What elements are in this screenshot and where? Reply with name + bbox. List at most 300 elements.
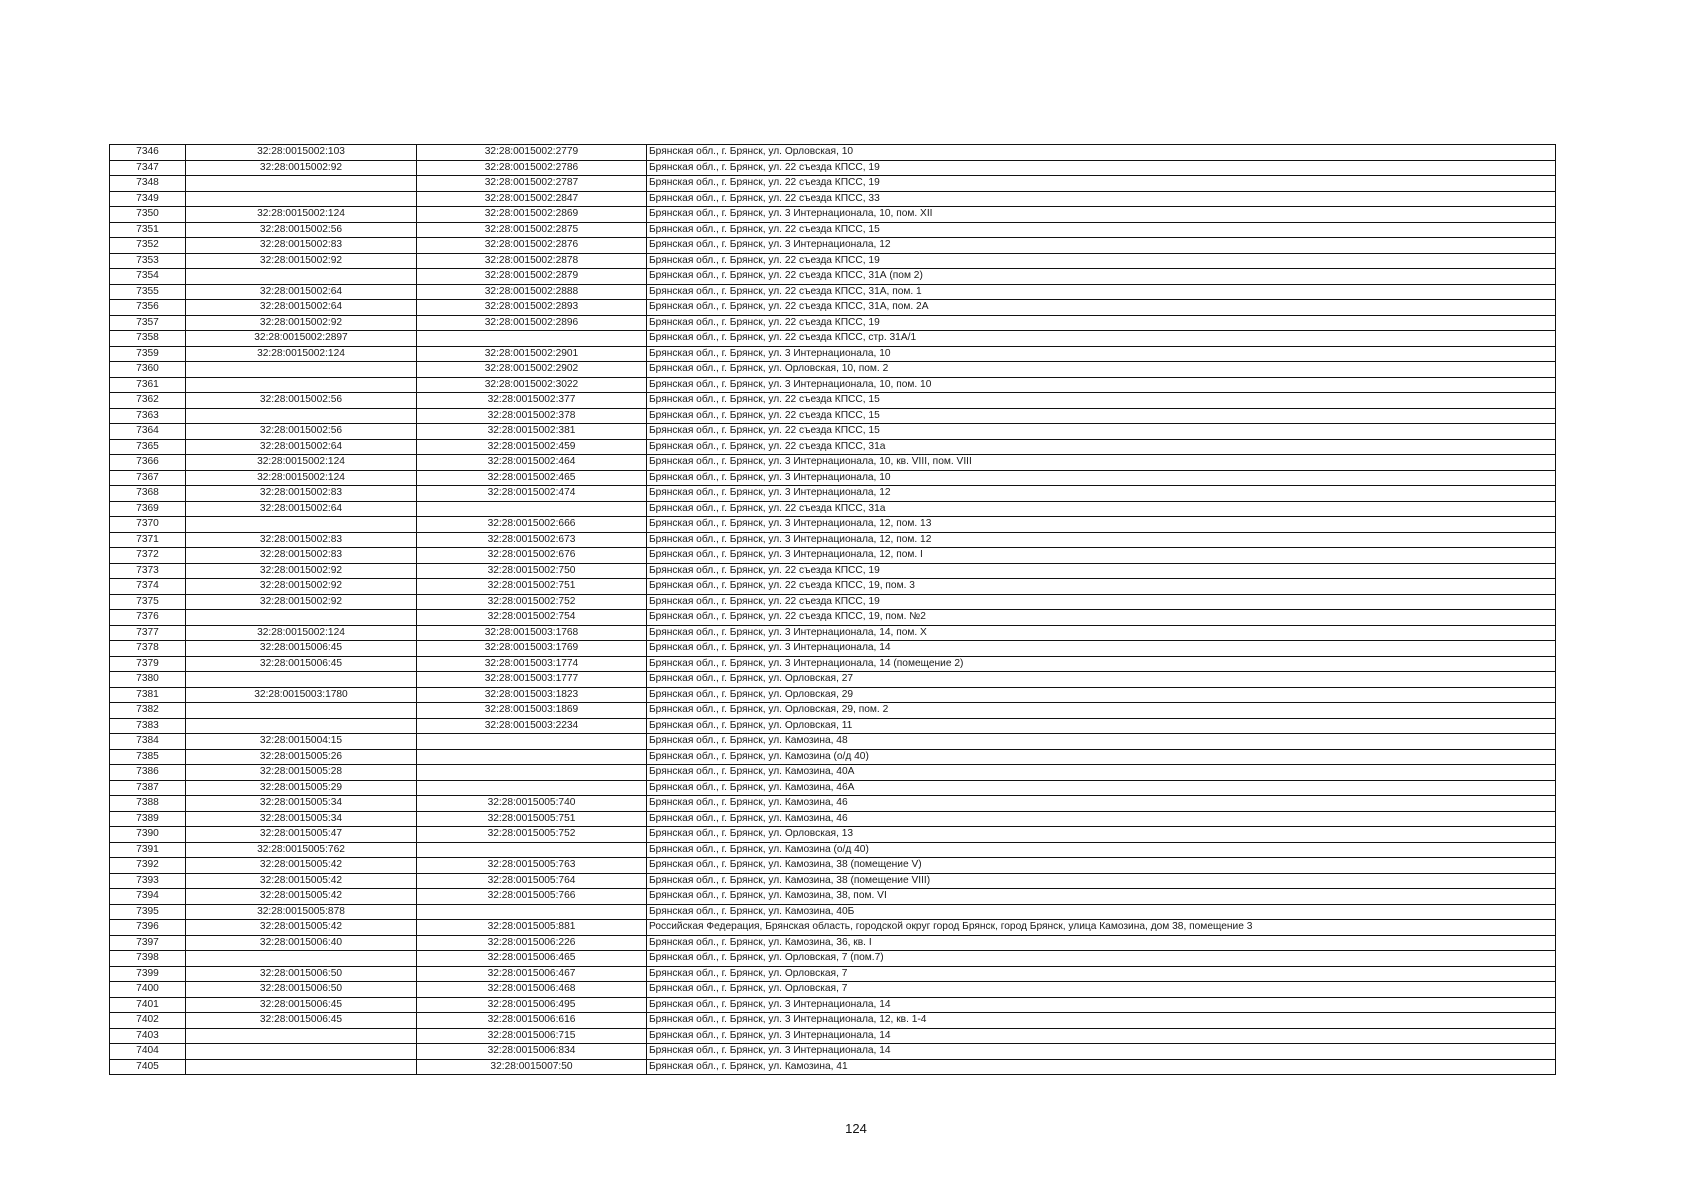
parcel-cadastral-number-cell: 32:28:0015006:45 bbox=[186, 1013, 417, 1029]
address-cell: Брянская обл., г. Брянск, ул. Камозина, 38 (помещение VIII) bbox=[647, 873, 1556, 889]
address-cell: Брянская обл., г. Брянск, ул. 3 Интернационала, 12, пом. I bbox=[647, 548, 1556, 564]
row-number-cell: 7399 bbox=[110, 966, 186, 982]
row-number-cell: 7355 bbox=[110, 284, 186, 300]
row-number-cell: 7380 bbox=[110, 672, 186, 688]
parcel-cadastral-number-cell: 32:28:0015005:878 bbox=[186, 904, 417, 920]
address-cell: Брянская обл., г. Брянск, ул. Камозина, 38, пом. VI bbox=[647, 889, 1556, 905]
parcel-cadastral-number-cell: 32:28:0015005:42 bbox=[186, 858, 417, 874]
table-row bbox=[110, 176, 1556, 192]
table-row bbox=[110, 160, 1556, 176]
row-number-cell: 7392 bbox=[110, 858, 186, 874]
address-cell: Брянская обл., г. Брянск, ул. 22 съезда КПСС, 15 bbox=[647, 393, 1556, 409]
table-row bbox=[110, 563, 1556, 579]
row-number-cell: 7351 bbox=[110, 222, 186, 238]
row-number-cell: 7359 bbox=[110, 346, 186, 362]
row-number-cell: 7349 bbox=[110, 191, 186, 207]
address-cell: Брянская обл., г. Брянск, ул. 22 съезда КПСС, 31А, пом. 2А bbox=[647, 300, 1556, 316]
table-row bbox=[110, 935, 1556, 951]
object-cadastral-number-cell: 32:28:0015006:616 bbox=[417, 1013, 647, 1029]
address-cell: Брянская обл., г. Брянск, ул. 3 Интернационала, 14 bbox=[647, 997, 1556, 1013]
object-cadastral-number-cell bbox=[417, 904, 647, 920]
table-row bbox=[110, 873, 1556, 889]
object-cadastral-number-cell: 32:28:0015002:2878 bbox=[417, 253, 647, 269]
parcel-cadastral-number-cell: 32:28:0015005:34 bbox=[186, 811, 417, 827]
object-cadastral-number-cell: 32:28:0015005:881 bbox=[417, 920, 647, 936]
object-cadastral-number-cell: 32:28:0015002:2786 bbox=[417, 160, 647, 176]
address-cell: Брянская обл., г. Брянск, ул. 3 Интернационала, 14 bbox=[647, 1044, 1556, 1060]
parcel-cadastral-number-cell: 32:28:0015006:45 bbox=[186, 656, 417, 672]
object-cadastral-number-cell: 32:28:0015003:1769 bbox=[417, 641, 647, 657]
object-cadastral-number-cell: 32:28:0015003:1823 bbox=[417, 687, 647, 703]
address-cell: Российская Федерация, Брянская область, городской округ город Брянск, город Брянск, улица Камозина, дом 38, помещение 3 bbox=[647, 920, 1556, 936]
address-cell: Брянская обл., г. Брянск, ул. Камозина, 46 bbox=[647, 796, 1556, 812]
address-cell: Брянская обл., г. Брянск, ул. 3 Интернационала, 10 bbox=[647, 346, 1556, 362]
object-cadastral-number-cell: 32:28:0015002:2847 bbox=[417, 191, 647, 207]
object-cadastral-number-cell: 32:28:0015002:3022 bbox=[417, 377, 647, 393]
address-cell: Брянская обл., г. Брянск, ул. Орловская, 7 (пом.7) bbox=[647, 951, 1556, 967]
table-row bbox=[110, 1059, 1556, 1075]
parcel-cadastral-number-cell: 32:28:0015002:2897 bbox=[186, 331, 417, 347]
table-row bbox=[110, 842, 1556, 858]
parcel-cadastral-number-cell: 32:28:0015006:45 bbox=[186, 641, 417, 657]
object-cadastral-number-cell: 32:28:0015002:2893 bbox=[417, 300, 647, 316]
table-row bbox=[110, 765, 1556, 781]
address-cell: Брянская обл., г. Брянск, ул. 3 Интернационала, 14 bbox=[647, 1028, 1556, 1044]
table-row bbox=[110, 718, 1556, 734]
table-row bbox=[110, 393, 1556, 409]
parcel-cadastral-number-cell: 32:28:0015002:83 bbox=[186, 532, 417, 548]
parcel-cadastral-number-cell bbox=[186, 269, 417, 285]
table-row bbox=[110, 672, 1556, 688]
address-cell: Брянская обл., г. Брянск, ул. 22 съезда КПСС, 19 bbox=[647, 563, 1556, 579]
row-number-cell: 7390 bbox=[110, 827, 186, 843]
row-number-cell: 7361 bbox=[110, 377, 186, 393]
object-cadastral-number-cell: 32:28:0015005:751 bbox=[417, 811, 647, 827]
address-cell: Брянская обл., г. Брянск, ул. Орловская, 27 bbox=[647, 672, 1556, 688]
object-cadastral-number-cell: 32:28:0015002:2875 bbox=[417, 222, 647, 238]
address-cell: Брянская обл., г. Брянск, ул. Камозина, 41 bbox=[647, 1059, 1556, 1075]
object-cadastral-number-cell: 32:28:0015003:1768 bbox=[417, 625, 647, 641]
table-row bbox=[110, 439, 1556, 455]
row-number-cell: 7350 bbox=[110, 207, 186, 223]
address-cell: Брянская обл., г. Брянск, ул. Камозина, 46А bbox=[647, 780, 1556, 796]
object-cadastral-number-cell bbox=[417, 734, 647, 750]
object-cadastral-number-cell: 32:28:0015002:666 bbox=[417, 517, 647, 533]
address-cell: Брянская обл., г. Брянск, ул. 3 Интернационала, 10, кв. VIII, пом. VIII bbox=[647, 455, 1556, 471]
row-number-cell: 7382 bbox=[110, 703, 186, 719]
table-row bbox=[110, 889, 1556, 905]
object-cadastral-number-cell: 32:28:0015002:474 bbox=[417, 486, 647, 502]
parcel-cadastral-number-cell: 32:28:0015002:124 bbox=[186, 207, 417, 223]
parcel-cadastral-number-cell: 32:28:0015002:56 bbox=[186, 393, 417, 409]
parcel-cadastral-number-cell bbox=[186, 672, 417, 688]
parcel-cadastral-number-cell: 32:28:0015002:92 bbox=[186, 160, 417, 176]
object-cadastral-number-cell: 32:28:0015002:378 bbox=[417, 408, 647, 424]
object-cadastral-number-cell: 32:28:0015002:381 bbox=[417, 424, 647, 440]
table-row bbox=[110, 408, 1556, 424]
address-cell: Брянская обл., г. Брянск, ул. 22 съезда КПСС, 15 bbox=[647, 408, 1556, 424]
table-row bbox=[110, 486, 1556, 502]
parcel-cadastral-number-cell: 32:28:0015005:42 bbox=[186, 889, 417, 905]
table-row bbox=[110, 703, 1556, 719]
object-cadastral-number-cell: 32:28:0015002:676 bbox=[417, 548, 647, 564]
parcel-cadastral-number-cell: 32:28:0015002:92 bbox=[186, 253, 417, 269]
row-number-cell: 7354 bbox=[110, 269, 186, 285]
parcel-cadastral-number-cell: 32:28:0015005:28 bbox=[186, 765, 417, 781]
parcel-cadastral-number-cell: 32:28:0015002:103 bbox=[186, 145, 417, 161]
table-row bbox=[110, 687, 1556, 703]
object-cadastral-number-cell: 32:28:0015003:1777 bbox=[417, 672, 647, 688]
object-cadastral-number-cell: 32:28:0015005:766 bbox=[417, 889, 647, 905]
object-cadastral-number-cell bbox=[417, 331, 647, 347]
object-cadastral-number-cell: 32:28:0015002:751 bbox=[417, 579, 647, 595]
address-cell: Брянская обл., г. Брянск, ул. 3 Интернационала, 12, пом. 12 bbox=[647, 532, 1556, 548]
address-cell: Брянская обл., г. Брянск, ул. 22 съезда КПСС, 15 bbox=[647, 424, 1556, 440]
row-number-cell: 7364 bbox=[110, 424, 186, 440]
parcel-cadastral-number-cell: 32:28:0015002:83 bbox=[186, 548, 417, 564]
row-number-cell: 7362 bbox=[110, 393, 186, 409]
parcel-cadastral-number-cell: 32:28:0015002:83 bbox=[186, 238, 417, 254]
address-cell: Брянская обл., г. Брянск, ул. Камозина (о/д 40) bbox=[647, 749, 1556, 765]
object-cadastral-number-cell: 32:28:0015002:464 bbox=[417, 455, 647, 471]
parcel-cadastral-number-cell bbox=[186, 718, 417, 734]
object-cadastral-number-cell: 32:28:0015006:715 bbox=[417, 1028, 647, 1044]
object-cadastral-number-cell: 32:28:0015006:834 bbox=[417, 1044, 647, 1060]
table-row bbox=[110, 377, 1556, 393]
parcel-cadastral-number-cell bbox=[186, 176, 417, 192]
row-number-cell: 7396 bbox=[110, 920, 186, 936]
cadastral-table bbox=[109, 144, 1556, 1075]
row-number-cell: 7395 bbox=[110, 904, 186, 920]
parcel-cadastral-number-cell: 32:28:0015002:64 bbox=[186, 439, 417, 455]
table-row bbox=[110, 346, 1556, 362]
address-cell: Брянская обл., г. Брянск, ул. Камозина, 46 bbox=[647, 811, 1556, 827]
table-row bbox=[110, 594, 1556, 610]
address-cell: Брянская обл., г. Брянск, ул. 3 Интернационала, 12 bbox=[647, 238, 1556, 254]
parcel-cadastral-number-cell: 32:28:0015002:56 bbox=[186, 222, 417, 238]
row-number-cell: 7347 bbox=[110, 160, 186, 176]
object-cadastral-number-cell: 32:28:0015002:2901 bbox=[417, 346, 647, 362]
address-cell: Брянская обл., г. Брянск, ул. Орловская, 29, пом. 2 bbox=[647, 703, 1556, 719]
table-row bbox=[110, 253, 1556, 269]
row-number-cell: 7353 bbox=[110, 253, 186, 269]
address-cell: Брянская обл., г. Брянск, ул. 22 съезда КПСС, 19, пом. №2 bbox=[647, 610, 1556, 626]
row-number-cell: 7404 bbox=[110, 1044, 186, 1060]
table-row bbox=[110, 362, 1556, 378]
address-cell: Брянская обл., г. Брянск, ул. 3 Интернационала, 14, пом. X bbox=[647, 625, 1556, 641]
object-cadastral-number-cell: 32:28:0015003:1869 bbox=[417, 703, 647, 719]
table-row bbox=[110, 641, 1556, 657]
object-cadastral-number-cell: 32:28:0015006:467 bbox=[417, 966, 647, 982]
address-cell: Брянская обл., г. Брянск, ул. Камозина, 40А bbox=[647, 765, 1556, 781]
parcel-cadastral-number-cell: 32:28:0015002:56 bbox=[186, 424, 417, 440]
row-number-cell: 7398 bbox=[110, 951, 186, 967]
row-number-cell: 7383 bbox=[110, 718, 186, 734]
address-cell: Брянская обл., г. Брянск, ул. 3 Интернационала, 14 bbox=[647, 641, 1556, 657]
parcel-cadastral-number-cell: 32:28:0015002:124 bbox=[186, 625, 417, 641]
row-number-cell: 7373 bbox=[110, 563, 186, 579]
object-cadastral-number-cell: 32:28:0015005:740 bbox=[417, 796, 647, 812]
parcel-cadastral-number-cell: 32:28:0015005:47 bbox=[186, 827, 417, 843]
object-cadastral-number-cell: 32:28:0015002:2879 bbox=[417, 269, 647, 285]
row-number-cell: 7366 bbox=[110, 455, 186, 471]
row-number-cell: 7346 bbox=[110, 145, 186, 161]
address-cell: Брянская обл., г. Брянск, ул. 22 съезда КПСС, 19 bbox=[647, 594, 1556, 610]
address-cell: Брянская обл., г. Брянск, ул. 22 съезда КПСС, 31а bbox=[647, 439, 1556, 455]
table-row bbox=[110, 579, 1556, 595]
table-row bbox=[110, 1028, 1556, 1044]
table-row bbox=[110, 656, 1556, 672]
address-cell: Брянская обл., г. Брянск, ул. 3 Интернационала, 10, пом. XII bbox=[647, 207, 1556, 223]
table-row bbox=[110, 191, 1556, 207]
table-row bbox=[110, 548, 1556, 564]
row-number-cell: 7358 bbox=[110, 331, 186, 347]
page-number: 124 bbox=[845, 1121, 867, 1136]
table-row bbox=[110, 920, 1556, 936]
object-cadastral-number-cell: 32:28:0015005:764 bbox=[417, 873, 647, 889]
row-number-cell: 7402 bbox=[110, 1013, 186, 1029]
row-number-cell: 7360 bbox=[110, 362, 186, 378]
address-cell: Брянская обл., г. Брянск, ул. 22 съезда КПСС, 19 bbox=[647, 160, 1556, 176]
row-number-cell: 7387 bbox=[110, 780, 186, 796]
address-cell: Брянская обл., г. Брянск, ул. 3 Интернационала, 12, пом. 13 bbox=[647, 517, 1556, 533]
table-row bbox=[110, 455, 1556, 471]
object-cadastral-number-cell: 32:28:0015005:752 bbox=[417, 827, 647, 843]
row-number-cell: 7393 bbox=[110, 873, 186, 889]
row-number-cell: 7357 bbox=[110, 315, 186, 331]
parcel-cadastral-number-cell bbox=[186, 377, 417, 393]
object-cadastral-number-cell: 32:28:0015002:2896 bbox=[417, 315, 647, 331]
object-cadastral-number-cell: 32:28:0015006:465 bbox=[417, 951, 647, 967]
table-row bbox=[110, 517, 1556, 533]
table-row bbox=[110, 269, 1556, 285]
parcel-cadastral-number-cell: 32:28:0015006:50 bbox=[186, 966, 417, 982]
parcel-cadastral-number-cell: 32:28:0015005:29 bbox=[186, 780, 417, 796]
row-number-cell: 7367 bbox=[110, 470, 186, 486]
row-number-cell: 7381 bbox=[110, 687, 186, 703]
row-number-cell: 7356 bbox=[110, 300, 186, 316]
row-number-cell: 7384 bbox=[110, 734, 186, 750]
table-row bbox=[110, 300, 1556, 316]
address-cell: Брянская обл., г. Брянск, ул. Орловская, 10, пом. 2 bbox=[647, 362, 1556, 378]
row-number-cell: 7391 bbox=[110, 842, 186, 858]
row-number-cell: 7370 bbox=[110, 517, 186, 533]
address-cell: Брянская обл., г. Брянск, ул. Орловская, 7 bbox=[647, 966, 1556, 982]
parcel-cadastral-number-cell: 32:28:0015005:26 bbox=[186, 749, 417, 765]
table-row bbox=[110, 1013, 1556, 1029]
object-cadastral-number-cell: 32:28:0015002:752 bbox=[417, 594, 647, 610]
object-cadastral-number-cell: 32:28:0015002:2787 bbox=[417, 176, 647, 192]
row-number-cell: 7378 bbox=[110, 641, 186, 657]
table-row bbox=[110, 470, 1556, 486]
address-cell: Брянская обл., г. Брянск, ул. 22 съезда КПСС, 19, пом. 3 bbox=[647, 579, 1556, 595]
object-cadastral-number-cell bbox=[417, 780, 647, 796]
address-cell: Брянская обл., г. Брянск, ул. 22 съезда КПСС, 31А (пом 2) bbox=[647, 269, 1556, 285]
object-cadastral-number-cell: 32:28:0015002:2902 bbox=[417, 362, 647, 378]
row-number-cell: 7376 bbox=[110, 610, 186, 626]
object-cadastral-number-cell: 32:28:0015002:2888 bbox=[417, 284, 647, 300]
table-row bbox=[110, 780, 1556, 796]
table-row bbox=[110, 997, 1556, 1013]
table-row bbox=[110, 222, 1556, 238]
address-cell: Брянская обл., г. Брянск, ул. Камозина, 38 (помещение V) bbox=[647, 858, 1556, 874]
parcel-cadastral-number-cell bbox=[186, 362, 417, 378]
table-row bbox=[110, 625, 1556, 641]
object-cadastral-number-cell: 32:28:0015006:468 bbox=[417, 982, 647, 998]
address-cell: Брянская обл., г. Брянск, ул. Орловская, 10 bbox=[647, 145, 1556, 161]
object-cadastral-number-cell bbox=[417, 501, 647, 517]
address-cell: Брянская обл., г. Брянск, ул. Камозина, 40Б bbox=[647, 904, 1556, 920]
table-row bbox=[110, 951, 1556, 967]
address-cell: Брянская обл., г. Брянск, ул. Орловская, 29 bbox=[647, 687, 1556, 703]
table-row bbox=[110, 1044, 1556, 1060]
table-row bbox=[110, 796, 1556, 812]
address-cell: Брянская обл., г. Брянск, ул. 22 съезда КПСС, 19 bbox=[647, 253, 1556, 269]
table-row bbox=[110, 501, 1556, 517]
address-cell: Брянская обл., г. Брянск, ул. 22 съезда КПСС, 31А, пом. 1 bbox=[647, 284, 1556, 300]
parcel-cadastral-number-cell bbox=[186, 1044, 417, 1060]
address-cell: Брянская обл., г. Брянск, ул. 22 съезда КПСС, 19 bbox=[647, 315, 1556, 331]
object-cadastral-number-cell: 32:28:0015002:2779 bbox=[417, 145, 647, 161]
table-row bbox=[110, 858, 1556, 874]
parcel-cadastral-number-cell: 32:28:0015002:83 bbox=[186, 486, 417, 502]
parcel-cadastral-number-cell bbox=[186, 703, 417, 719]
parcel-cadastral-number-cell: 32:28:0015003:1780 bbox=[186, 687, 417, 703]
parcel-cadastral-number-cell: 32:28:0015002:92 bbox=[186, 594, 417, 610]
row-number-cell: 7368 bbox=[110, 486, 186, 502]
table-row bbox=[110, 904, 1556, 920]
address-cell: Брянская обл., г. Брянск, ул. Камозина (о/д 40) bbox=[647, 842, 1556, 858]
parcel-cadastral-number-cell: 32:28:0015006:50 bbox=[186, 982, 417, 998]
row-number-cell: 7375 bbox=[110, 594, 186, 610]
address-cell: Брянская обл., г. Брянск, ул. 3 Интернационала, 12 bbox=[647, 486, 1556, 502]
address-cell: Брянская обл., г. Брянск, ул. 3 Интернационала, 10 bbox=[647, 470, 1556, 486]
row-number-cell: 7371 bbox=[110, 532, 186, 548]
object-cadastral-number-cell: 32:28:0015002:459 bbox=[417, 439, 647, 455]
cadastral-table-body bbox=[110, 145, 1556, 1075]
table-row bbox=[110, 424, 1556, 440]
object-cadastral-number-cell: 32:28:0015002:465 bbox=[417, 470, 647, 486]
table-row bbox=[110, 207, 1556, 223]
parcel-cadastral-number-cell: 32:28:0015005:762 bbox=[186, 842, 417, 858]
parcel-cadastral-number-cell: 32:28:0015006:45 bbox=[186, 997, 417, 1013]
parcel-cadastral-number-cell: 32:28:0015002:124 bbox=[186, 455, 417, 471]
row-number-cell: 7403 bbox=[110, 1028, 186, 1044]
row-number-cell: 7372 bbox=[110, 548, 186, 564]
object-cadastral-number-cell: 32:28:0015003:1774 bbox=[417, 656, 647, 672]
row-number-cell: 7348 bbox=[110, 176, 186, 192]
object-cadastral-number-cell: 32:28:0015003:2234 bbox=[417, 718, 647, 734]
object-cadastral-number-cell: 32:28:0015002:673 bbox=[417, 532, 647, 548]
parcel-cadastral-number-cell: 32:28:0015005:42 bbox=[186, 920, 417, 936]
parcel-cadastral-number-cell bbox=[186, 1028, 417, 1044]
table-row bbox=[110, 284, 1556, 300]
table-row bbox=[110, 532, 1556, 548]
table-row bbox=[110, 610, 1556, 626]
table-row bbox=[110, 331, 1556, 347]
parcel-cadastral-number-cell bbox=[186, 951, 417, 967]
object-cadastral-number-cell: 32:28:0015002:377 bbox=[417, 393, 647, 409]
address-cell: Брянская обл., г. Брянск, ул. 22 съезда КПСС, стр. 31А/1 bbox=[647, 331, 1556, 347]
parcel-cadastral-number-cell: 32:28:0015002:124 bbox=[186, 346, 417, 362]
address-cell: Брянская обл., г. Брянск, ул. 22 съезда КПСС, 15 bbox=[647, 222, 1556, 238]
address-cell: Брянская обл., г. Брянск, ул. 3 Интернационала, 12, кв. 1-4 bbox=[647, 1013, 1556, 1029]
row-number-cell: 7401 bbox=[110, 997, 186, 1013]
parcel-cadastral-number-cell bbox=[186, 610, 417, 626]
object-cadastral-number-cell: 32:28:0015007:50 bbox=[417, 1059, 647, 1075]
object-cadastral-number-cell bbox=[417, 765, 647, 781]
table-row bbox=[110, 966, 1556, 982]
table-row bbox=[110, 982, 1556, 998]
row-number-cell: 7389 bbox=[110, 811, 186, 827]
row-number-cell: 7365 bbox=[110, 439, 186, 455]
table-row bbox=[110, 145, 1556, 161]
object-cadastral-number-cell bbox=[417, 842, 647, 858]
row-number-cell: 7400 bbox=[110, 982, 186, 998]
parcel-cadastral-number-cell: 32:28:0015005:42 bbox=[186, 873, 417, 889]
object-cadastral-number-cell: 32:28:0015002:754 bbox=[417, 610, 647, 626]
parcel-cadastral-number-cell bbox=[186, 408, 417, 424]
parcel-cadastral-number-cell: 32:28:0015002:64 bbox=[186, 501, 417, 517]
object-cadastral-number-cell: 32:28:0015005:763 bbox=[417, 858, 647, 874]
object-cadastral-number-cell: 32:28:0015006:226 bbox=[417, 935, 647, 951]
address-cell: Брянская обл., г. Брянск, ул. 3 Интернационала, 14 (помещение 2) bbox=[647, 656, 1556, 672]
row-number-cell: 7385 bbox=[110, 749, 186, 765]
address-cell: Брянская обл., г. Брянск, ул. Орловская, 7 bbox=[647, 982, 1556, 998]
row-number-cell: 7394 bbox=[110, 889, 186, 905]
table-row bbox=[110, 238, 1556, 254]
parcel-cadastral-number-cell: 32:28:0015002:92 bbox=[186, 579, 417, 595]
parcel-cadastral-number-cell: 32:28:0015005:34 bbox=[186, 796, 417, 812]
table-row bbox=[110, 734, 1556, 750]
row-number-cell: 7386 bbox=[110, 765, 186, 781]
parcel-cadastral-number-cell: 32:28:0015002:64 bbox=[186, 284, 417, 300]
address-cell: Брянская обл., г. Брянск, ул. Камозина, 36, кв. I bbox=[647, 935, 1556, 951]
row-number-cell: 7388 bbox=[110, 796, 186, 812]
address-cell: Брянская обл., г. Брянск, ул. 22 съезда КПСС, 33 bbox=[647, 191, 1556, 207]
object-cadastral-number-cell: 32:28:0015002:2869 bbox=[417, 207, 647, 223]
object-cadastral-number-cell bbox=[417, 749, 647, 765]
object-cadastral-number-cell: 32:28:0015006:495 bbox=[417, 997, 647, 1013]
object-cadastral-number-cell: 32:28:0015002:750 bbox=[417, 563, 647, 579]
row-number-cell: 7363 bbox=[110, 408, 186, 424]
row-number-cell: 7369 bbox=[110, 501, 186, 517]
address-cell: Брянская обл., г. Брянск, ул. 22 съезда КПСС, 31а bbox=[647, 501, 1556, 517]
table-row bbox=[110, 749, 1556, 765]
row-number-cell: 7374 bbox=[110, 579, 186, 595]
row-number-cell: 7377 bbox=[110, 625, 186, 641]
parcel-cadastral-number-cell bbox=[186, 517, 417, 533]
address-cell: Брянская обл., г. Брянск, ул. 3 Интернационала, 10, пом. 10 bbox=[647, 377, 1556, 393]
row-number-cell: 7397 bbox=[110, 935, 186, 951]
parcel-cadastral-number-cell bbox=[186, 191, 417, 207]
row-number-cell: 7352 bbox=[110, 238, 186, 254]
parcel-cadastral-number-cell bbox=[186, 1059, 417, 1075]
parcel-cadastral-number-cell: 32:28:0015006:40 bbox=[186, 935, 417, 951]
row-number-cell: 7379 bbox=[110, 656, 186, 672]
address-cell: Брянская обл., г. Брянск, ул. Орловская, 13 bbox=[647, 827, 1556, 843]
object-cadastral-number-cell: 32:28:0015002:2876 bbox=[417, 238, 647, 254]
table-row bbox=[110, 811, 1556, 827]
parcel-cadastral-number-cell: 32:28:0015002:64 bbox=[186, 300, 417, 316]
row-number-cell: 7405 bbox=[110, 1059, 186, 1075]
parcel-cadastral-number-cell: 32:28:0015002:124 bbox=[186, 470, 417, 486]
parcel-cadastral-number-cell: 32:28:0015004:15 bbox=[186, 734, 417, 750]
address-cell: Брянская обл., г. Брянск, ул. Орловская, 11 bbox=[647, 718, 1556, 734]
table-row bbox=[110, 315, 1556, 331]
address-cell: Брянская обл., г. Брянск, ул. 22 съезда КПСС, 19 bbox=[647, 176, 1556, 192]
address-cell: Брянская обл., г. Брянск, ул. Камозина, 48 bbox=[647, 734, 1556, 750]
